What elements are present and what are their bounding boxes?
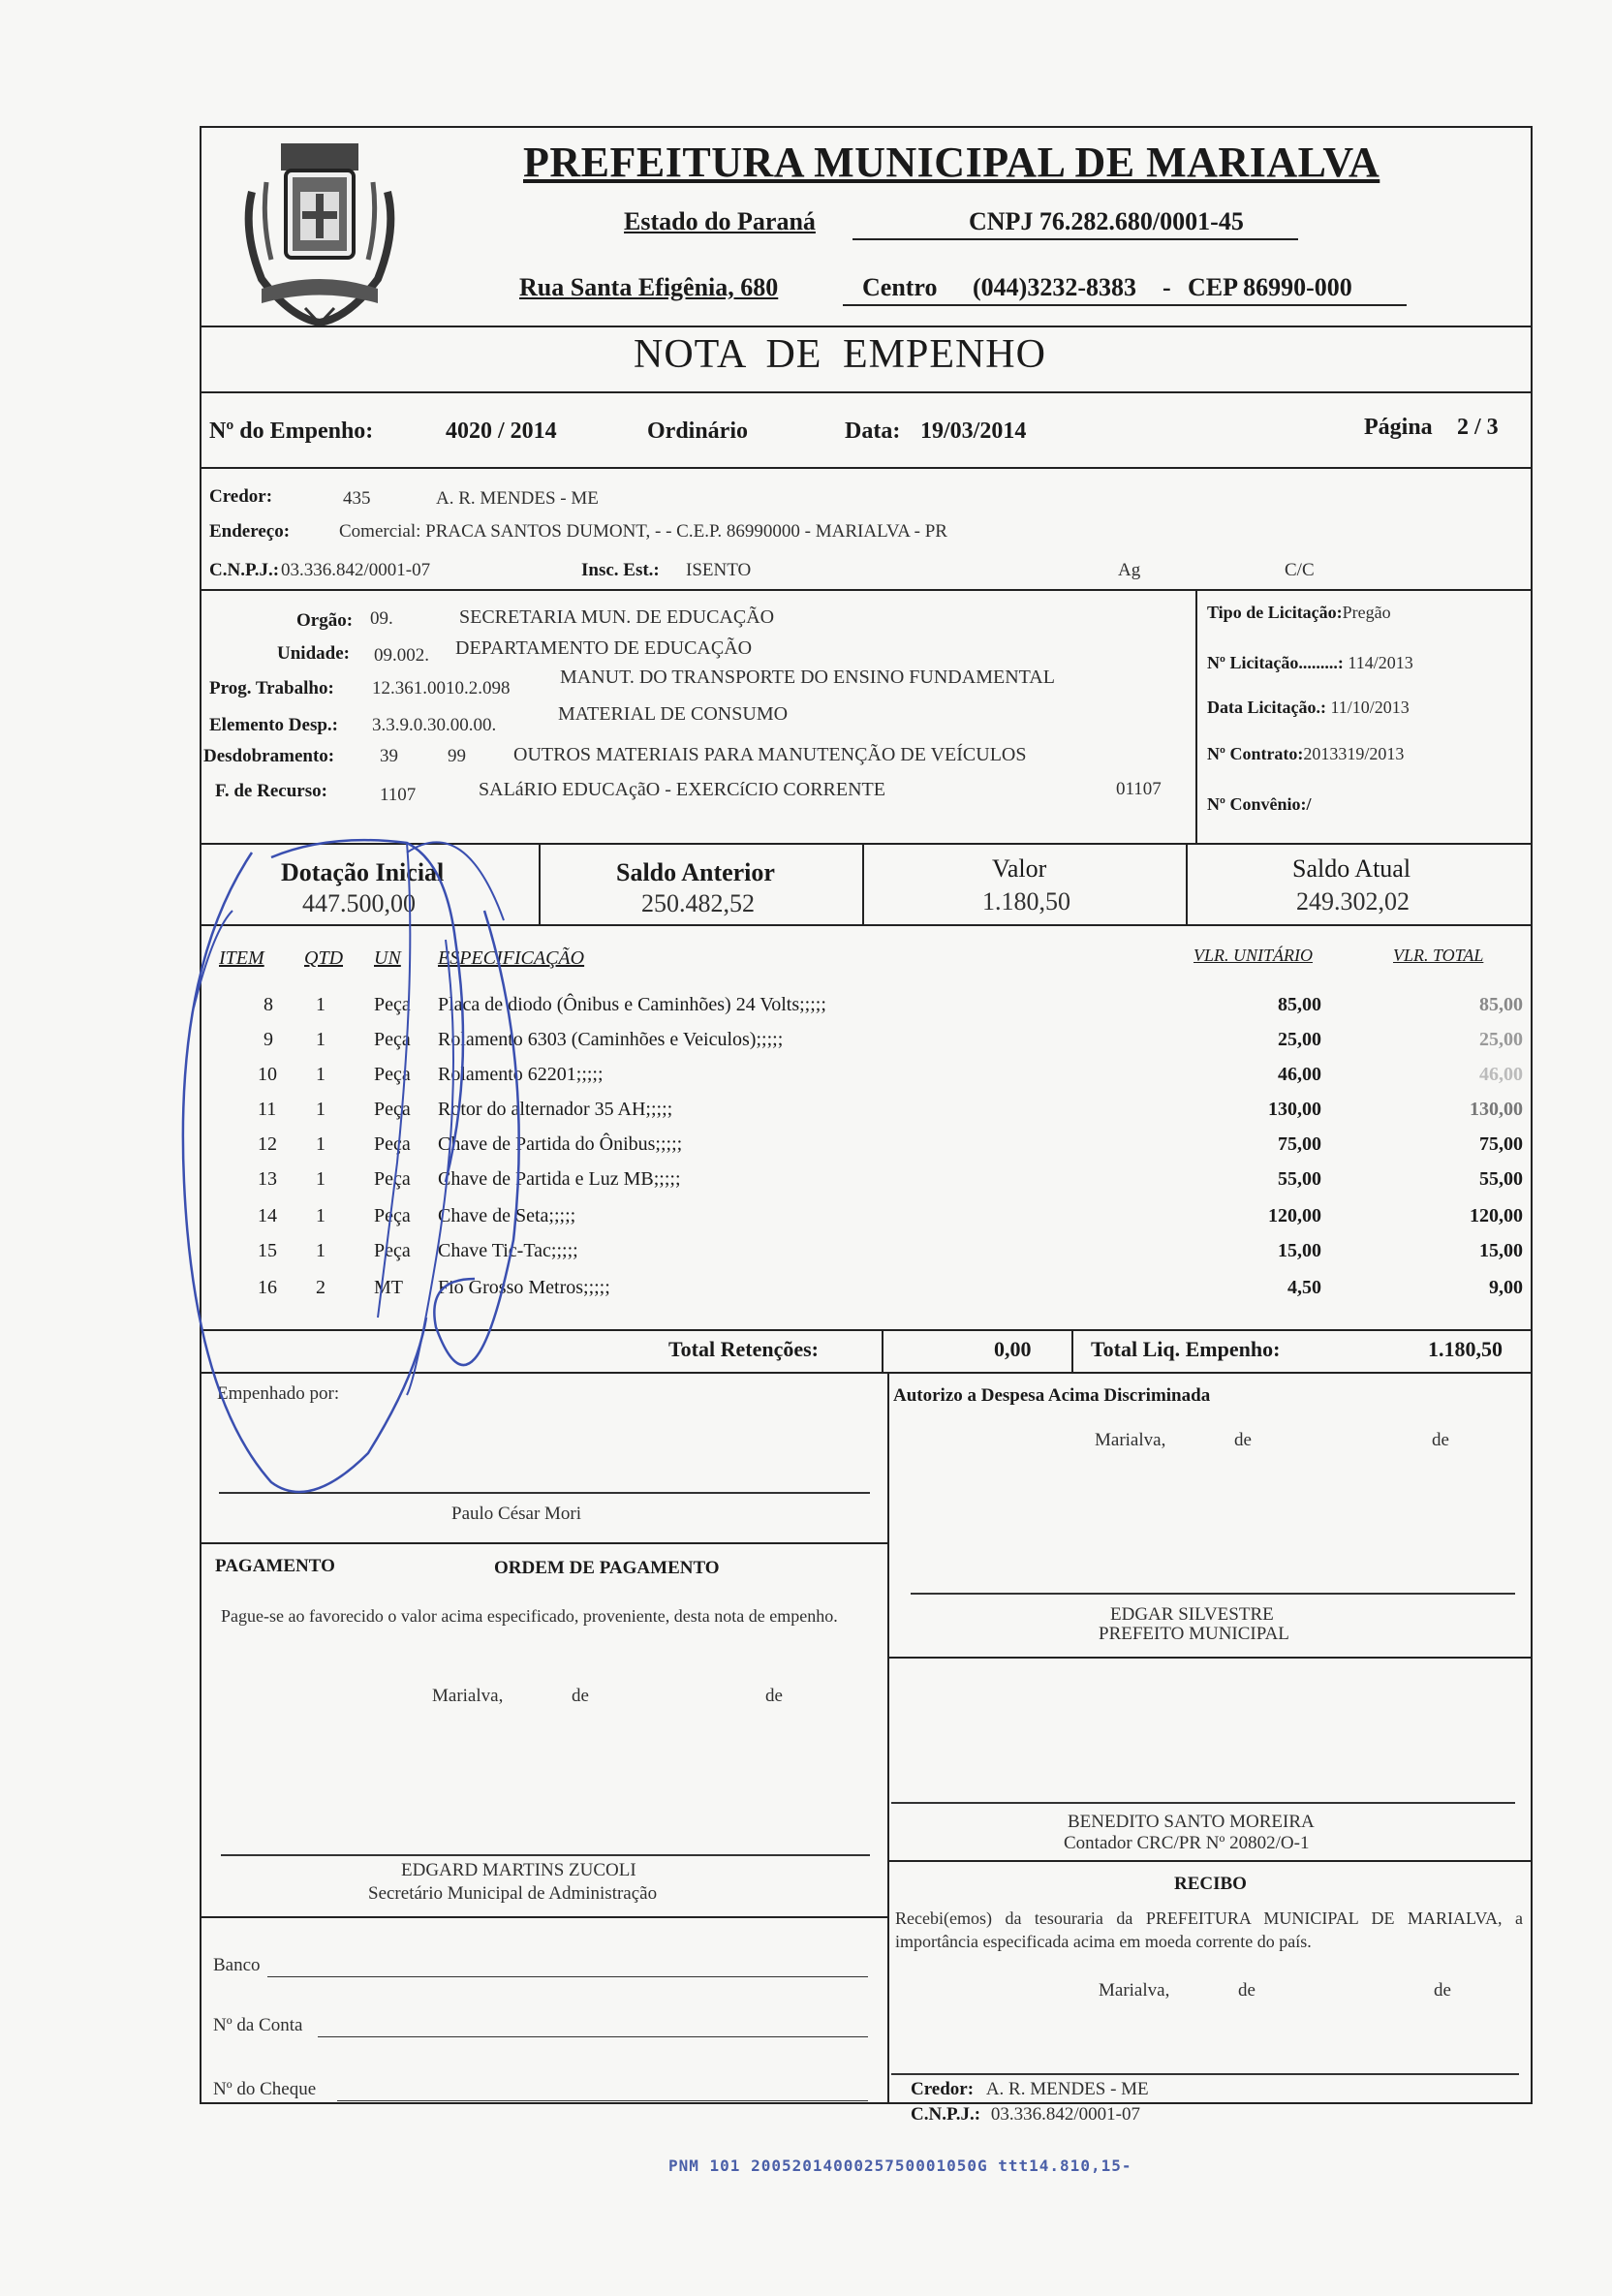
items-header-qtd: QTD xyxy=(304,947,344,969)
desd-label: Desdobramento: xyxy=(203,746,335,766)
rule-budget-divider xyxy=(1195,589,1197,843)
prog-label: Prog. Trabalho: xyxy=(209,678,334,698)
item-unit-value: 55,00 xyxy=(1278,1168,1321,1190)
rule-saldo-3 xyxy=(1186,843,1188,924)
credor-insc: ISENTO xyxy=(686,560,752,580)
empenho-type: Ordinário xyxy=(647,419,749,444)
total-liq-value: 1.180,50 xyxy=(1428,1337,1503,1361)
rule-prefeito-bottom xyxy=(887,1657,1533,1659)
rule-totals-1 xyxy=(882,1329,884,1372)
item-total-value: 15,00 xyxy=(1479,1240,1523,1261)
item-number: 12 xyxy=(258,1133,277,1155)
header-sep: - xyxy=(1162,273,1171,301)
desd-code2: 99 xyxy=(448,746,466,766)
item-qtd: 1 xyxy=(316,1168,326,1190)
fonte-label: F. de Recurso: xyxy=(215,781,327,801)
item-total-value: 55,00 xyxy=(1479,1168,1523,1190)
item-qtd: 2 xyxy=(316,1277,326,1298)
item-spec: Rotor do alternador 35 AH;;;;; xyxy=(438,1099,673,1120)
secretario-signature-line xyxy=(221,1854,870,1856)
elem-name: MATERIAL DE CONSUMO xyxy=(558,703,789,725)
credor-address-label: Endereço: xyxy=(209,521,291,542)
conta-label: Nº da Conta xyxy=(213,2015,303,2035)
banco-field-line xyxy=(267,1976,868,1977)
footer-cnpj-label: C.N.P.J.: xyxy=(911,2104,981,2125)
cheque-field-line xyxy=(337,2100,868,2101)
contador-title: Contador CRC/PR Nº 20802/O-1 xyxy=(1064,1833,1310,1853)
header-cep: CEP 86990-000 xyxy=(1188,273,1352,301)
header-cnpj: CNPJ 76.282.680/0001-45 xyxy=(969,207,1244,235)
valor-value: 1.180,50 xyxy=(982,887,1070,915)
item-total-value: 120,00 xyxy=(1470,1205,1523,1226)
header-underline-2 xyxy=(843,304,1407,306)
rule-secretario-bottom xyxy=(200,1916,887,1918)
item-unit-value: 85,00 xyxy=(1278,994,1321,1015)
items-header-spec: ESPECIFICAÇÃO xyxy=(438,947,585,969)
dotacao-label: Dotação Inicial xyxy=(281,858,445,886)
header-state: Estado do Paraná xyxy=(624,207,816,235)
recibo-city: Marialva, xyxy=(1099,1980,1170,2001)
pague-city: Marialva, xyxy=(432,1686,504,1706)
fonte-code: 1107 xyxy=(380,785,417,805)
item-un: Peça xyxy=(374,1168,411,1190)
footer-code: PNM 101 2005201400025750001050G ttt14.810,15- xyxy=(668,2156,1132,2175)
item-total-value: 9,00 xyxy=(1489,1277,1523,1298)
item-un: Peça xyxy=(374,1240,411,1261)
handwritten-signature xyxy=(155,775,698,1511)
item-total-value: 85,00 xyxy=(1479,994,1523,1015)
dotacao-value: 447.500,00 xyxy=(302,889,416,917)
item-number: 13 xyxy=(258,1168,277,1190)
total-ret-label: Total Retenções: xyxy=(668,1337,819,1361)
footer-credor xyxy=(911,2079,1149,2100)
item-number: 9 xyxy=(264,1029,273,1050)
item-number: 11 xyxy=(258,1099,277,1120)
prog-code: 12.361.0010.2.098 xyxy=(372,678,511,698)
item-un: Peça xyxy=(374,994,411,1015)
item-un: Peça xyxy=(374,1133,411,1155)
cheque-label: Nº do Cheque xyxy=(213,2079,317,2099)
credor-name: A. R. MENDES - ME xyxy=(436,488,599,509)
item-unit-value: 15,00 xyxy=(1278,1240,1321,1261)
pague-de-1: de xyxy=(572,1686,589,1706)
item-qtd: 1 xyxy=(316,1240,326,1261)
item-spec: Rolamento 62201;;;;; xyxy=(438,1064,604,1085)
elem-label: Elemento Desp.: xyxy=(209,715,338,735)
contador-name: BENEDITO SANTO MOREIRA xyxy=(1068,1812,1315,1832)
elem-code: 3.3.9.0.30.00.00. xyxy=(372,715,497,735)
item-total-value: 25,00 xyxy=(1479,1029,1523,1050)
licitacao-contrato-value: 2013319/2013 xyxy=(1303,744,1405,763)
item-qtd: 1 xyxy=(316,994,326,1015)
coat-of-arms-logo xyxy=(232,134,407,327)
licitacao-num-value: 114/2013 xyxy=(1348,653,1413,672)
anterior-value: 250.482,52 xyxy=(641,889,755,917)
licitacao-data-label: Data Licitação.: xyxy=(1207,698,1326,717)
licitacao-data xyxy=(1207,698,1410,718)
empenho-label: Nº do Empenho: xyxy=(209,419,374,444)
footer-credor-name: A. R. MENDES - ME xyxy=(985,2079,1149,2099)
recibo-de-2: de xyxy=(1434,1980,1451,2001)
prefeito-title: PREFEITO MUNICIPAL xyxy=(1099,1624,1289,1644)
item-un: Peça xyxy=(374,1064,411,1085)
empenho-date-label: Data: xyxy=(845,419,901,444)
conta-field-line xyxy=(318,2036,868,2037)
autorizo-city: Marialva, xyxy=(1095,1430,1166,1450)
empenho-date: 19/03/2014 xyxy=(920,419,1027,444)
item-qtd: 1 xyxy=(316,1029,326,1050)
licitacao-contrato-label: Nº Contrato: xyxy=(1207,744,1304,763)
footer-credor-label: Credor: xyxy=(911,2079,975,2099)
credor-cnpj: 03.336.842/0001-07 xyxy=(281,560,431,580)
unidade-code: 09.002. xyxy=(374,645,429,666)
autorizo-text: Autorizo a Despesa Acima Discriminada xyxy=(893,1385,1211,1406)
autorizo-de-2: de xyxy=(1432,1430,1449,1450)
credor-signature-line xyxy=(891,2073,1519,2075)
item-total-value: 46,00 xyxy=(1479,1064,1523,1085)
item-spec: Rolamento 6303 (Caminhões e Veiculos);;;;; xyxy=(438,1029,784,1050)
item-spec: Chave de Partida e Luz MB;;;;; xyxy=(438,1168,681,1190)
header-underline-1 xyxy=(852,238,1298,240)
item-qtd: 1 xyxy=(316,1064,326,1085)
pagamento-title: PAGAMENTO xyxy=(215,1556,335,1576)
orgao-code: 09. xyxy=(370,608,393,629)
recibo-title: RECIBO xyxy=(1174,1874,1247,1894)
item-un: Peça xyxy=(374,1205,411,1226)
footer-cnpj xyxy=(911,2104,1140,2125)
items-header-unit: VLR. UNITÁRIO xyxy=(1194,946,1313,965)
licitacao-tipo-label: Tipo de Licitação: xyxy=(1207,603,1343,622)
credor-cnpj-label: C.N.P.J.: xyxy=(209,560,280,580)
page-number: 2 / 3 xyxy=(1457,415,1499,440)
item-number: 16 xyxy=(258,1277,277,1298)
credor-cc-label: C/C xyxy=(1285,560,1315,580)
empenhado-name: Paulo César Mori xyxy=(451,1504,582,1524)
item-qtd: 1 xyxy=(316,1133,326,1155)
licitacao-num-label: Nº Licitação.........: xyxy=(1207,653,1344,672)
rule-title-bottom xyxy=(200,391,1533,393)
items-header-un: UN xyxy=(374,947,401,969)
rule-credor-bottom xyxy=(200,589,1533,591)
recibo-text: Recebi(emos) da tesouraria da PREFEITURA MUNICIPAL DE MARIALVA, a importância especificada acima em moeda corrente do país. xyxy=(895,1908,1523,1951)
rule-contador-bottom xyxy=(887,1860,1533,1862)
licitacao-tipo-value: Pregão xyxy=(1342,603,1391,622)
ordem-title: ORDEM DE PAGAMENTO xyxy=(494,1558,720,1578)
prog-name: MANUT. DO TRANSPORTE DO ENSINO FUNDAMENTAL xyxy=(560,667,1055,688)
item-unit-value: 120,00 xyxy=(1268,1205,1321,1226)
item-number: 10 xyxy=(258,1064,277,1085)
banco-label: Banco xyxy=(213,1955,261,1975)
licitacao-num xyxy=(1207,653,1413,673)
items-header-item: ITEM xyxy=(219,947,264,969)
credor-code: 435 xyxy=(343,488,371,509)
contador-signature-line xyxy=(891,1802,1515,1804)
licitacao-tipo xyxy=(1207,603,1391,623)
rule-totals-2 xyxy=(1071,1329,1073,1372)
header-address: Rua Santa Efigênia, 680 xyxy=(519,273,779,301)
item-un: Peça xyxy=(374,1029,411,1050)
prefeito-signature-line xyxy=(911,1593,1515,1595)
anterior-label: Saldo Anterior xyxy=(616,858,775,886)
desd-name: OUTROS MATERIAIS PARA MANUTENÇÃO DE VEÍCULOS xyxy=(513,744,1027,765)
atual-value: 249.302,02 xyxy=(1296,887,1410,915)
rule-sig-divider xyxy=(887,1372,889,2104)
orgao-label: Orgão: xyxy=(296,610,354,631)
item-spec: Chave de Seta;;;;; xyxy=(438,1205,576,1226)
empenhado-label: Empenhado por: xyxy=(217,1383,340,1404)
empenho-number: 4020 / 2014 xyxy=(446,419,557,444)
item-qtd: 1 xyxy=(316,1099,326,1120)
credor-address: Comercial: PRACA SANTOS DUMONT, - - C.E.P. 86990000 - MARIALVA - PR xyxy=(339,521,947,542)
item-unit-value: 46,00 xyxy=(1278,1064,1321,1085)
credor-label: Credor: xyxy=(209,486,273,507)
recibo-de-1: de xyxy=(1238,1980,1256,2001)
item-qtd: 1 xyxy=(316,1205,326,1226)
fonte-code2: 01107 xyxy=(1116,779,1162,799)
secretario-title: Secretário Municipal de Administração xyxy=(368,1883,658,1904)
rule-header-bottom xyxy=(200,326,1533,327)
fonte-name: SALáRIO EDUCAçãO - EXERCíCIO CORRENTE xyxy=(479,779,885,800)
desd-code1: 39 xyxy=(380,746,398,766)
page-label: Página xyxy=(1364,415,1433,440)
rule-saldo-2 xyxy=(862,843,864,924)
rule-empenho-bottom xyxy=(200,467,1533,469)
orgao-name: SECRETARIA MUN. DE EDUCAÇÃO xyxy=(459,606,775,628)
item-un: Peça xyxy=(374,1099,411,1120)
header-phone: (044)3232-8383 xyxy=(973,273,1136,301)
unidade-label: Unidade: xyxy=(277,643,350,664)
item-number: 15 xyxy=(258,1240,277,1261)
item-spec: Chave Tic-Tac;;;;; xyxy=(438,1240,578,1261)
item-unit-value: 4,50 xyxy=(1287,1277,1321,1298)
item-total-value: 75,00 xyxy=(1479,1133,1523,1155)
pague-text: Pague-se ao favorecido o valor acima especificado, proveniente, desta nota de empenho. xyxy=(221,1606,838,1626)
item-unit-value: 75,00 xyxy=(1278,1133,1321,1155)
licitacao-data-value: 11/10/2013 xyxy=(1330,698,1410,717)
item-spec: Fio Grosso Metros;;;;; xyxy=(438,1277,610,1298)
item-un: MT xyxy=(374,1277,403,1298)
item-unit-value: 130,00 xyxy=(1268,1099,1321,1120)
licitacao-contrato xyxy=(1207,744,1404,764)
items-header-total: VLR. TOTAL xyxy=(1393,946,1484,965)
rule-left-sig-bottom xyxy=(200,1542,887,1544)
item-unit-value: 25,00 xyxy=(1278,1029,1321,1050)
valor-label: Valor xyxy=(992,854,1047,883)
secretario-name: EDGARD MARTINS ZUCOLI xyxy=(401,1860,636,1880)
item-spec: Chave de Partida do Ônibus;;;;; xyxy=(438,1133,683,1155)
atual-label: Saldo Atual xyxy=(1292,854,1411,883)
item-total-value: 130,00 xyxy=(1470,1099,1523,1120)
prefeito-name: EDGAR SILVESTRE xyxy=(1110,1604,1274,1625)
credor-ag-label: Ag xyxy=(1118,560,1141,580)
pague-de-2: de xyxy=(765,1686,783,1706)
unidade-name: DEPARTAMENTO DE EDUCAÇÃO xyxy=(455,637,753,659)
item-number: 8 xyxy=(264,994,273,1015)
credor-insc-label: Insc. Est.: xyxy=(581,560,660,580)
total-liq-label: Total Liq. Empenho: xyxy=(1091,1337,1281,1361)
total-ret-value: 0,00 xyxy=(994,1337,1032,1361)
header-district: Centro xyxy=(862,273,938,301)
header-title: PREFEITURA MUNICIPAL DE MARIALVA xyxy=(523,139,1380,186)
licitacao-convenio: Nº Convênio:/ xyxy=(1207,794,1312,814)
footer-cnpj-value: 03.336.842/0001-07 xyxy=(990,2104,1140,2125)
autorizo-de-1: de xyxy=(1234,1430,1252,1450)
item-spec: Placa de diodo (Ônibus e Caminhões) 24 Volts;;;;; xyxy=(438,994,826,1015)
item-number: 14 xyxy=(258,1205,277,1226)
doc-title: NOTA DE EMPENHO xyxy=(634,332,1046,377)
